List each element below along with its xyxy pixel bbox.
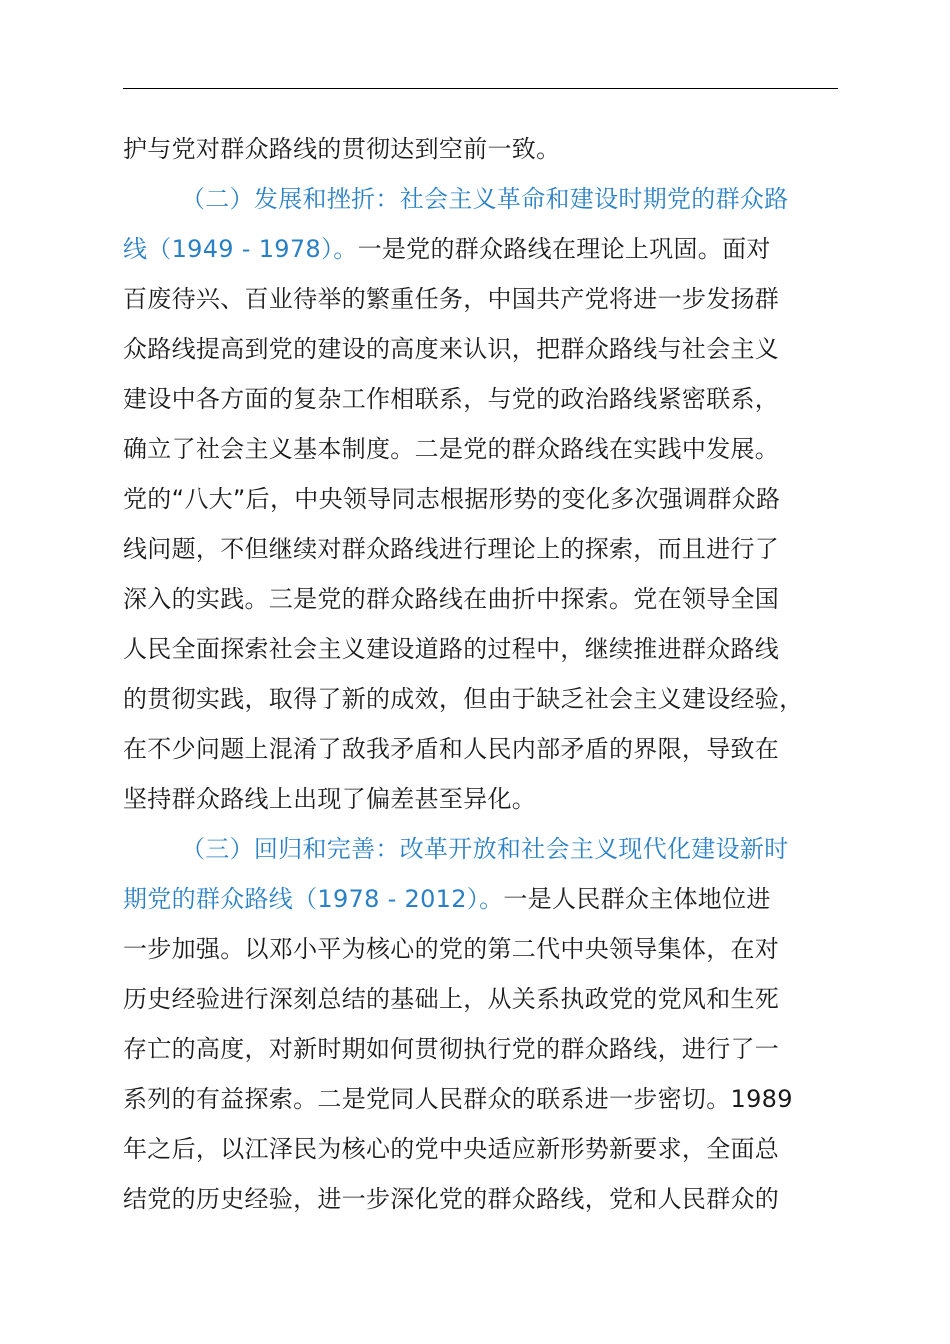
section-heading-2-cont: 线（1949 - 1978）。	[123, 235, 358, 263]
text-line: 建设中各方面的复杂工作相联系，与党的政治路线紧密联系，	[123, 385, 780, 413]
section-heading-2: （二）发展和挫折：社会主义革命和建设时期党的群众路	[181, 185, 789, 213]
text-line: 确立了社会主义基本制度。二是党的群众路线在实践中发展。	[123, 435, 780, 463]
text-line: 党的“八大”后，中央领导同志根据形势的变化多次强调群众路	[123, 485, 781, 513]
text-line: 深入的实践。三是党的群众路线在曲折中探索。党在领导全国	[123, 585, 780, 613]
text-line	[123, 874, 838, 924]
text-line: 百废待兴、百业待举的繁重任务，中国共产党将进一步发扬群	[123, 285, 780, 313]
text-line: 年之后，以江泽民为核心的党中央适应新形势新要求，全面总	[123, 1135, 780, 1163]
header-rule	[123, 88, 838, 89]
text-line: 线问题，不但继续对群众路线进行理论上的探索，而且进行了	[123, 535, 780, 563]
text-line: 存亡的高度，对新时期如何贯彻执行党的群众路线，进行了一	[123, 1035, 780, 1063]
text-line: 结党的历史经验，进一步深化党的群众路线，党和人民群众的	[123, 1185, 780, 1213]
section-heading-3: （三）回归和完善：改革开放和社会主义现代化建设新时	[181, 835, 789, 863]
text-line: 护与党对群众路线的贯彻达到空前一致。	[123, 135, 561, 163]
paragraph-text: 一是党的群众路线在理论上巩固。面对	[357, 235, 771, 263]
section-heading-3-cont: 期党的群众路线（1978 - 2012）。	[123, 885, 504, 913]
text-line: 的贯彻实践，取得了新的成效，但由于缺乏社会主义建设经验，	[123, 685, 804, 713]
text-line: 众路线提高到党的建设的高度来认识，把群众路线与社会主义	[123, 335, 780, 363]
text-line: 人民全面探索社会主义建设道路的过程中，继续推进群众路线	[123, 635, 780, 663]
text-line: 在不少问题上混淆了敌我矛盾和人民内部矛盾的界限，导致在	[123, 735, 780, 763]
body-text	[123, 124, 838, 1224]
text-line: 系列的有益探索。二是党同人民群众的联系进一步密切。1989	[123, 1085, 793, 1113]
text-line: 一步加强。以邓小平为核心的党的第二代中央领导集体，在对	[123, 935, 780, 963]
paragraph-text: 一是人民群众主体地位进	[503, 885, 771, 913]
text-line	[123, 224, 838, 274]
text-line: 坚持群众路线上出现了偏差甚至异化。	[123, 785, 537, 813]
text-line: 历史经验进行深刻总结的基础上，从关系执政党的党风和生死	[123, 985, 780, 1013]
